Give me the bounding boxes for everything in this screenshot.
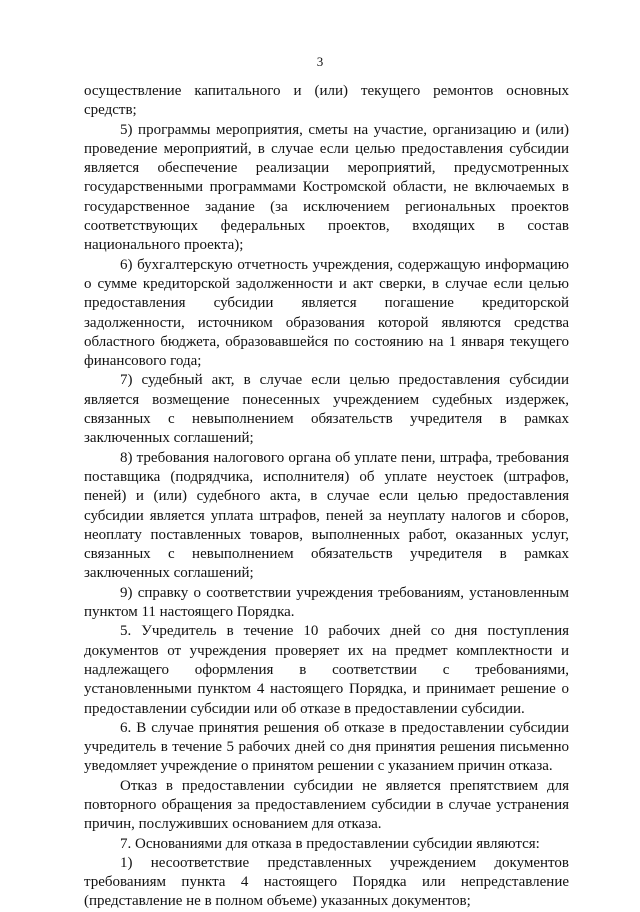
paragraph-item-5: 5) программы мероприятия, сметы на участие, организацию и (или) проведение мероприятий, в случае если целью предоставления субсидии является обеспечение реализации мероприятий, предусмотренных государственными программами Костромской области, не включаемых в государственное задание (за исключением региональных проектов соответствующих федеральных проектов, входящих в состав национального проекта); bbox=[84, 121, 569, 254]
page-number: 3 bbox=[316, 54, 324, 69]
paragraph-section-5: 5. Учредитель в течение 10 рабочих дней со дня поступления документов от учреждения проверяет их на предмет комплектности и надлежащего оформления в соответствии с требованиями, установленными пунктом 4 настоящего Порядка, и принимает решение о предоставлении субсидии или об отказе в предоставлении субсидии. bbox=[84, 623, 569, 717]
paragraph-item-9: 9) справку о соответствии учреждения требованиям, установленным пунктом 11 настоящего Порядка. bbox=[84, 584, 569, 621]
document-body bbox=[84, 82, 569, 912]
paragraph-item-6: 6) бухгалтерскую отчетность учреждения, содержащую информацию о сумме кредиторской задолженности и акт сверки, в случае если целью предоставления субсидии является погашение кредиторской задолженности, источником образования которой являются средства областного бюджета, образовавшейся по состоянию на 1 января текущего финансового года; bbox=[84, 256, 569, 370]
paragraph-continuation: осуществление капитального и (или) текущего ремонтов основных средств; bbox=[84, 83, 569, 119]
paragraph-refusal-note: Отказ в предоставлении субсидии не является препятствием для повторного обращения за предоставлением субсидии в случае устранения причин, послуживших основанием для отказа. bbox=[84, 777, 569, 833]
paragraph-item-7: 7) судебный акт, в случае если целью предоставления субсидии является возмещение понесенных учреждением судебных издержек, связанных с невыполнением обязательств учредителя в рамках заключенных соглашений; bbox=[84, 372, 569, 447]
paragraph-section-7-item-1: 1) несоответствие представленных учреждением документов требованиям пункта 4 настоящего Порядка или непредставление (представление не в полном объеме) указанных документов; bbox=[84, 854, 569, 910]
paragraph-section-6: 6. В случае принятия решения об отказе в предоставлении субсидии учредитель в течение 5 рабочих дней со дня принятия решения письменно уведомляет учреждение о принятом решении с указанием причин отказа. bbox=[84, 719, 569, 775]
paragraph-section-7: 7. Основаниями для отказа в предоставлении субсидии являются: bbox=[120, 835, 540, 852]
paragraph-item-8: 8) требования налогового органа об уплате пени, штрафа, требования поставщика (подрядчика, исполнителя) об уплате неустоек (штрафов, пеней) и (или) судебного акта, в случае если целью предоставления субсидии является уплата штрафов, пеней за неуплату налогов и сборов, неоплату поставленных товаров, выполненных работ, оказанных услуг, связанных с невыполнением обязательств учредителя в рамках заключенных соглашений; bbox=[84, 449, 569, 582]
